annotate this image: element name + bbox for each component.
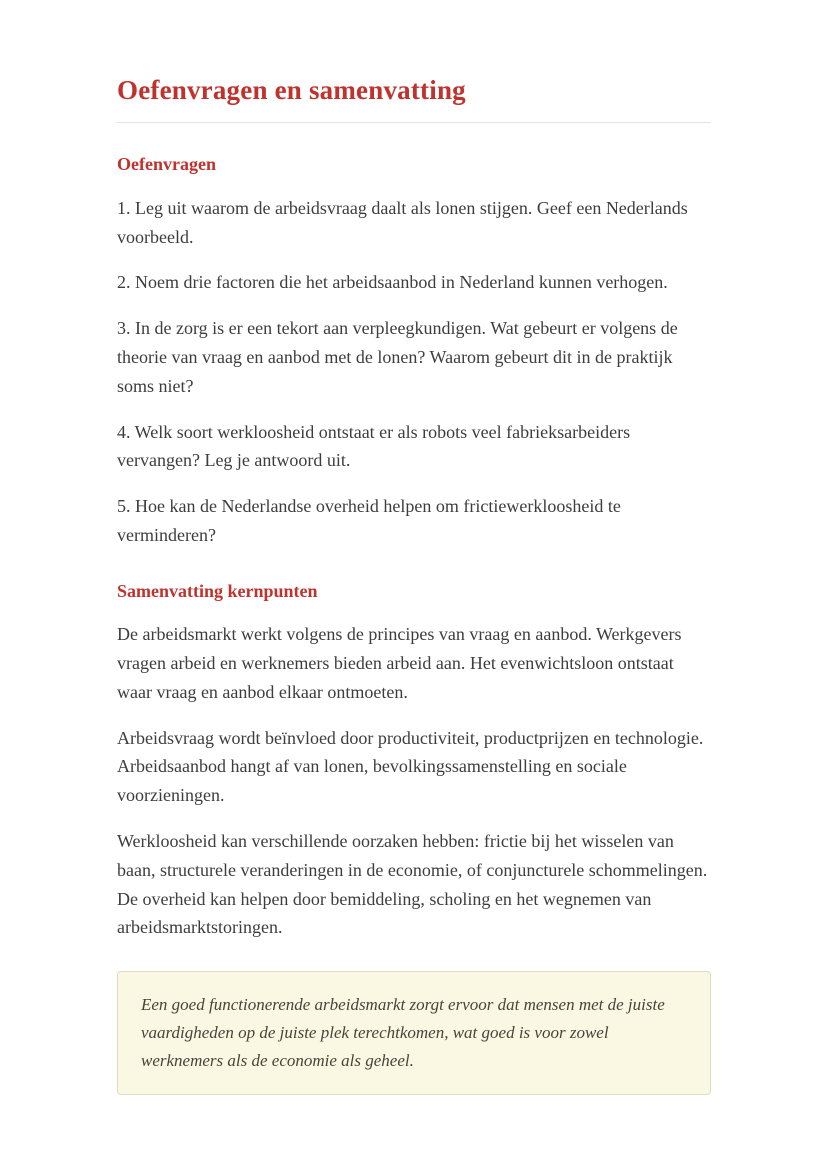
page-title: Oefenvragen en samenvatting xyxy=(117,75,466,105)
title-divider xyxy=(117,122,711,123)
question-1: 1. Leg uit waarom de arbeidsvraag daalt als lonen stijgen. Geef een Nederlands voorbeeld. xyxy=(117,197,688,247)
summary-paragraph-2: Arbeidsvraag wordt beïnvloed door productiviteit, productprijzen en technologie. Arbeidsaanbod hangt af van lonen, bevolkingssamenstelling en sociale voorzieningen. xyxy=(117,727,704,806)
question-2: 2. Noem drie factoren die het arbeidsaanbod in Nederland kunnen verhogen. xyxy=(117,272,668,293)
document-page xyxy=(117,0,711,1095)
question-3: 3. In de zorg is er een tekort aan verpleegkundigen. Wat gebeurt er volgens de theorie van vraag en aanbod met de lonen? Waarom gebeurt dit in de praktijk soms niet? xyxy=(117,318,678,396)
note-text: Een goed functionerende arbeidsmarkt zorgt ervoor dat mensen met de juiste vaardigheden op de juiste plek terechtkomen, wat goed is voor zowel werknemers als de economie als geheel. xyxy=(141,995,665,1071)
summary-paragraph-1: De arbeidsmarkt werkt volgens de principes van vraag en aanbod. Werkgevers vragen arbeid en werknemers bieden arbeid aan. Het evenwichtsloon ontstaat waar vraag en aanbod elkaar ontmoeten. xyxy=(117,624,682,702)
question-4: 4. Welk soort werkloosheid ontstaat er als robots veel fabrieksarbeiders vervangen? Leg je antwoord uit. xyxy=(117,421,631,471)
summary-paragraph-3: Werkloosheid kan verschillende oorzaken hebben: frictie bij het wisselen van baan, structurele veranderingen in de economie, of conjuncturele schommelingen. De overheid kan helpen door bemiddeling, scholing en het wegnemen van arbeidsmarktstoringen. xyxy=(117,830,708,938)
section-heading-oefenvragen: Oefenvragen xyxy=(117,154,216,175)
question-5: 5. Hoe kan de Nederlandse overheid helpen om frictiewerkloosheid te verminderen? xyxy=(117,496,621,545)
highlight-note xyxy=(117,971,711,1095)
section-heading-samenvatting: Samenvatting kernpunten xyxy=(117,580,318,601)
